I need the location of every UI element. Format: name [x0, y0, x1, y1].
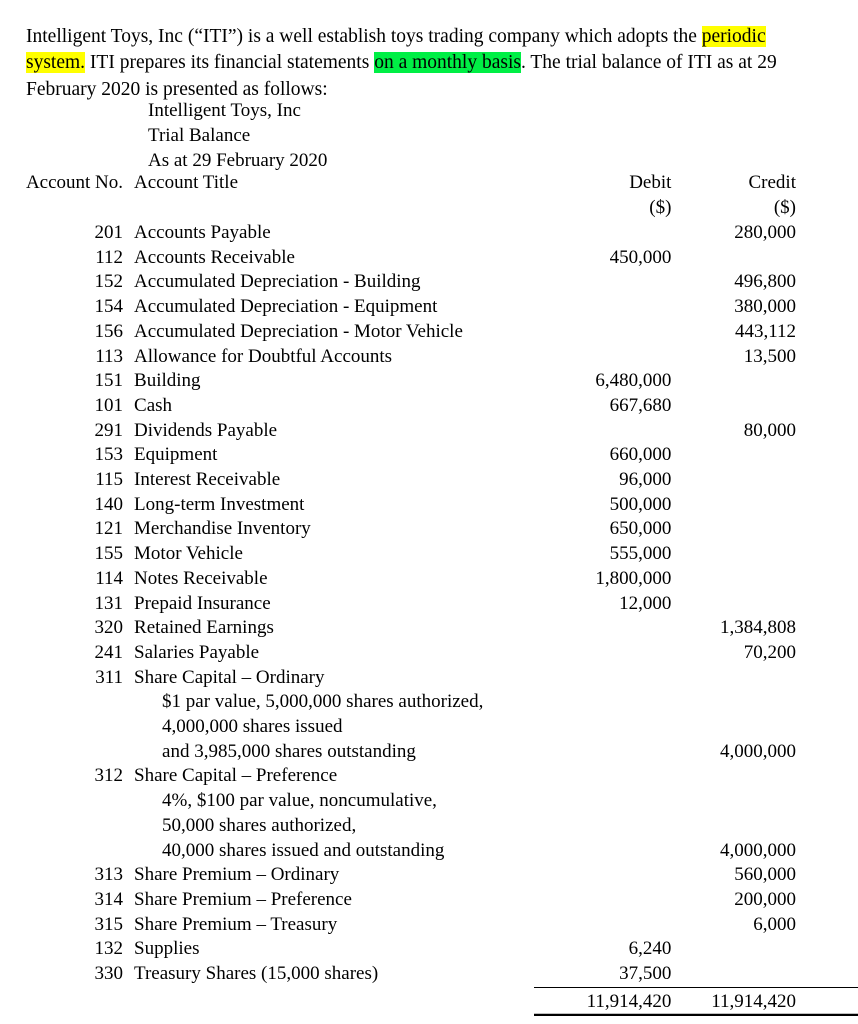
- table-row: [0, 592, 858, 617]
- totals-credit: 11,914,420: [671, 987, 858, 1015]
- cell-credit: [671, 690, 858, 715]
- cell-account-no: 156: [94, 320, 124, 342]
- table-row: [0, 863, 858, 888]
- intro-segment-3: ITI prepares its financial statements: [85, 52, 375, 73]
- intro-highlight-yellow: periodic system.: [26, 25, 766, 73]
- cell-account-no: 313: [94, 864, 124, 886]
- cell-account-title: Prepaid Insurance: [134, 592, 271, 614]
- cell-account-no: [0, 740, 123, 765]
- cell-debit: 667,680: [609, 394, 672, 416]
- cell-account-title: Dividends Payable: [134, 419, 278, 441]
- cell-account-title: Building: [134, 370, 201, 392]
- totals-spacer-no: [0, 987, 123, 1015]
- totals-spacer-title: [123, 987, 534, 1015]
- cell-credit: [671, 666, 858, 691]
- cell-credit: 6,000: [753, 913, 796, 935]
- cell-account-title: Share Capital – Ordinary: [134, 666, 325, 688]
- cell-credit: [671, 517, 858, 542]
- cell-credit: [671, 592, 858, 617]
- cell-debit: 96,000: [619, 469, 672, 491]
- table-row: [0, 443, 858, 468]
- cell-account-no: [0, 839, 123, 864]
- cell-account-title: Accumulated Depreciation - Equipment: [134, 296, 438, 318]
- cell-account-no: 121: [94, 518, 124, 540]
- cell-account-title: Accounts Payable: [134, 222, 271, 243]
- table-row: [0, 690, 858, 715]
- cell-account-title: Share Premium – Ordinary: [134, 864, 340, 886]
- cell-debit: [534, 419, 671, 444]
- cell-account-no: 154: [94, 296, 124, 318]
- table-row: [0, 517, 858, 542]
- table-row: [0, 246, 858, 271]
- table-row: [0, 567, 858, 592]
- intro-segment-1: Intelligent Toys, Inc (“ITI”) is a well establish toys trading company which adopts the: [26, 25, 702, 47]
- cell-credit: [671, 394, 858, 419]
- cell-credit: 4,000,000: [720, 839, 796, 861]
- cell-debit: [534, 295, 671, 320]
- table-row: [0, 493, 858, 518]
- cell-account-title: Motor Vehicle: [134, 543, 243, 565]
- table-unit-row: [0, 196, 858, 221]
- cell-debit: 500,000: [609, 493, 672, 515]
- cell-account-title: Share Premium – Preference: [134, 888, 352, 910]
- cell-account-no: 132: [94, 938, 124, 960]
- unit-debit: ($): [649, 197, 672, 218]
- cell-debit: 650,000: [609, 518, 672, 540]
- heading-date: As at 29 February 2020: [148, 149, 328, 171]
- intro-paragraph: [26, 24, 816, 104]
- cell-account-no: 315: [94, 913, 124, 935]
- cell-account-no: 151: [94, 370, 124, 392]
- cell-debit: [534, 740, 671, 765]
- totals-debit: 11,914,420: [534, 987, 671, 1015]
- cell-account-title: Interest Receivable: [134, 469, 281, 491]
- table-row: [0, 616, 858, 641]
- cell-account-no: 311: [95, 666, 124, 688]
- cell-credit: 280,000: [734, 222, 796, 243]
- cell-credit: [671, 468, 858, 493]
- table-row: [0, 962, 858, 987]
- cell-credit: 80,000: [743, 419, 796, 441]
- cell-debit: [534, 270, 671, 295]
- table-row: [0, 789, 858, 814]
- cell-account-no: 152: [94, 271, 124, 293]
- cell-debit: 660,000: [609, 444, 672, 466]
- cell-debit: 450,000: [609, 246, 672, 268]
- cell-debit: [534, 863, 671, 888]
- cell-credit: 13,500: [743, 345, 796, 367]
- cell-credit: [671, 789, 858, 814]
- cell-account-title: Cash: [134, 394, 173, 416]
- cell-account-title: Salaries Payable: [134, 641, 260, 663]
- cell-credit: [671, 962, 858, 987]
- table-row: [0, 888, 858, 913]
- cell-debit: 6,480,000: [595, 370, 672, 392]
- table-row: [0, 764, 858, 789]
- cell-credit: 1,384,808: [720, 617, 796, 639]
- table-row: [0, 221, 858, 246]
- cell-account-title: Allowance for Doubtful Accounts: [134, 345, 393, 367]
- cell-account-no: 113: [95, 345, 124, 367]
- table-row: [0, 839, 858, 864]
- cell-debit: [534, 616, 671, 641]
- header-credit: Credit: [748, 172, 796, 193]
- table-row: [0, 715, 858, 740]
- cell-account-no: 101: [94, 394, 124, 416]
- cell-debit: [534, 715, 671, 740]
- table-row: [0, 740, 858, 765]
- table-row: [0, 641, 858, 666]
- table-row: [0, 468, 858, 493]
- cell-account-no: 241: [94, 641, 124, 663]
- cell-debit: [534, 666, 671, 691]
- cell-account-title: Merchandise Inventory: [134, 518, 311, 540]
- cell-account-no: [0, 789, 123, 814]
- trial-balance-table: [0, 171, 858, 1016]
- cell-account-title: Accumulated Depreciation - Motor Vehicle: [134, 320, 463, 342]
- cell-account-no: 112: [95, 246, 124, 268]
- cell-debit: [534, 839, 671, 864]
- cell-credit: [671, 369, 858, 394]
- cell-credit: [671, 937, 858, 962]
- cell-credit: 496,800: [734, 271, 796, 293]
- cell-account-title: Long-term Investment: [134, 493, 305, 515]
- cell-account-subtitle: 50,000 shares authorized,: [162, 814, 357, 836]
- cell-account-no: 155: [94, 543, 124, 565]
- table-row: [0, 270, 858, 295]
- cell-account-no: [0, 690, 123, 715]
- cell-debit: [534, 641, 671, 666]
- cell-account-title: Notes Receivable: [134, 567, 268, 589]
- cell-debit: 1,800,000: [595, 567, 672, 589]
- unit-credit: ($): [773, 197, 796, 218]
- cell-credit: 200,000: [734, 888, 796, 910]
- cell-debit: [534, 320, 671, 345]
- cell-account-no: 312: [94, 765, 124, 787]
- cell-credit: [671, 567, 858, 592]
- cell-credit: [671, 493, 858, 518]
- header-debit: Debit: [629, 172, 672, 193]
- table-row: [0, 369, 858, 394]
- cell-credit: 443,112: [734, 320, 796, 342]
- cell-debit: [534, 789, 671, 814]
- table-totals-row: [0, 987, 858, 1015]
- cell-account-title: Supplies: [134, 938, 200, 960]
- cell-account-no: [0, 715, 123, 740]
- cell-debit: [534, 764, 671, 789]
- cell-account-title: Share Premium – Treasury: [134, 913, 338, 935]
- unit-spacer-no: [0, 196, 123, 221]
- header-account-title: Account Title: [134, 172, 239, 193]
- heading-company: Intelligent Toys, Inc: [148, 100, 301, 121]
- table-row: [0, 814, 858, 839]
- cell-account-no: 131: [94, 592, 124, 614]
- cell-account-no: 115: [95, 469, 124, 491]
- table-row: [0, 913, 858, 938]
- cell-credit: [671, 715, 858, 740]
- table-row: [0, 419, 858, 444]
- cell-account-subtitle: $1 par value, 5,000,000 shares authorized,: [162, 691, 484, 713]
- cell-credit: 4,000,000: [720, 740, 796, 762]
- cell-credit: 380,000: [734, 296, 796, 318]
- table-row: [0, 666, 858, 691]
- cell-debit: [534, 690, 671, 715]
- cell-account-subtitle: 4%, $100 par value, noncumulative,: [162, 790, 437, 812]
- cell-credit: [671, 542, 858, 567]
- heading-statement-type: Trial Balance: [148, 124, 251, 146]
- cell-credit: [671, 814, 858, 839]
- intro-segment-5: . The trial balance of ITI as at 29 February 2020 is presented as follows:: [26, 52, 777, 100]
- cell-account-title: Accumulated Depreciation - Building: [134, 271, 421, 293]
- cell-debit: [534, 345, 671, 370]
- cell-credit: 70,200: [743, 641, 796, 663]
- cell-debit: 6,240: [628, 938, 672, 960]
- table-row: [0, 937, 858, 962]
- cell-credit: 560,000: [734, 864, 796, 886]
- cell-account-no: [0, 814, 123, 839]
- cell-credit: [671, 764, 858, 789]
- cell-account-no: 320: [94, 617, 124, 639]
- cell-account-title: Treasury Shares (15,000 shares): [134, 963, 379, 985]
- cell-account-no: 314: [94, 888, 124, 910]
- cell-account-title: Share Capital – Preference: [134, 765, 338, 787]
- table-row: [0, 542, 858, 567]
- intro-highlight-green: on a monthly basis: [374, 52, 521, 73]
- cell-account-no: 201: [94, 222, 124, 243]
- cell-account-subtitle: and 3,985,000 shares outstanding: [162, 740, 416, 762]
- cell-debit: 555,000: [609, 543, 672, 565]
- table-row: [0, 295, 858, 320]
- cell-account-title: Accounts Receivable: [134, 246, 295, 268]
- cell-debit: [534, 814, 671, 839]
- cell-credit: [671, 246, 858, 271]
- cell-account-subtitle: 4,000,000 shares issued: [162, 716, 343, 738]
- cell-account-no: 330: [94, 963, 124, 985]
- cell-debit: [534, 913, 671, 938]
- cell-account-no: 291: [94, 419, 124, 441]
- cell-debit: 12,000: [619, 592, 672, 614]
- unit-spacer-title: [123, 196, 534, 221]
- table-row: [0, 320, 858, 345]
- header-account-no: Account No.: [25, 172, 124, 193]
- table-row: [0, 394, 858, 419]
- cell-account-title: Retained Earnings: [134, 617, 274, 639]
- cell-account-no: 140: [94, 493, 124, 515]
- statement-heading: [148, 99, 327, 173]
- cell-debit: 37,500: [534, 962, 671, 987]
- table-row: [0, 345, 858, 370]
- cell-credit: [671, 443, 858, 468]
- cell-debit: [534, 221, 671, 246]
- cell-debit: [534, 888, 671, 913]
- cell-account-no: 153: [94, 444, 124, 466]
- table-header-row: [0, 171, 858, 196]
- cell-account-no: 114: [95, 567, 124, 589]
- cell-account-title: Equipment: [134, 444, 218, 466]
- cell-account-subtitle: 40,000 shares issued and outstanding: [162, 839, 445, 861]
